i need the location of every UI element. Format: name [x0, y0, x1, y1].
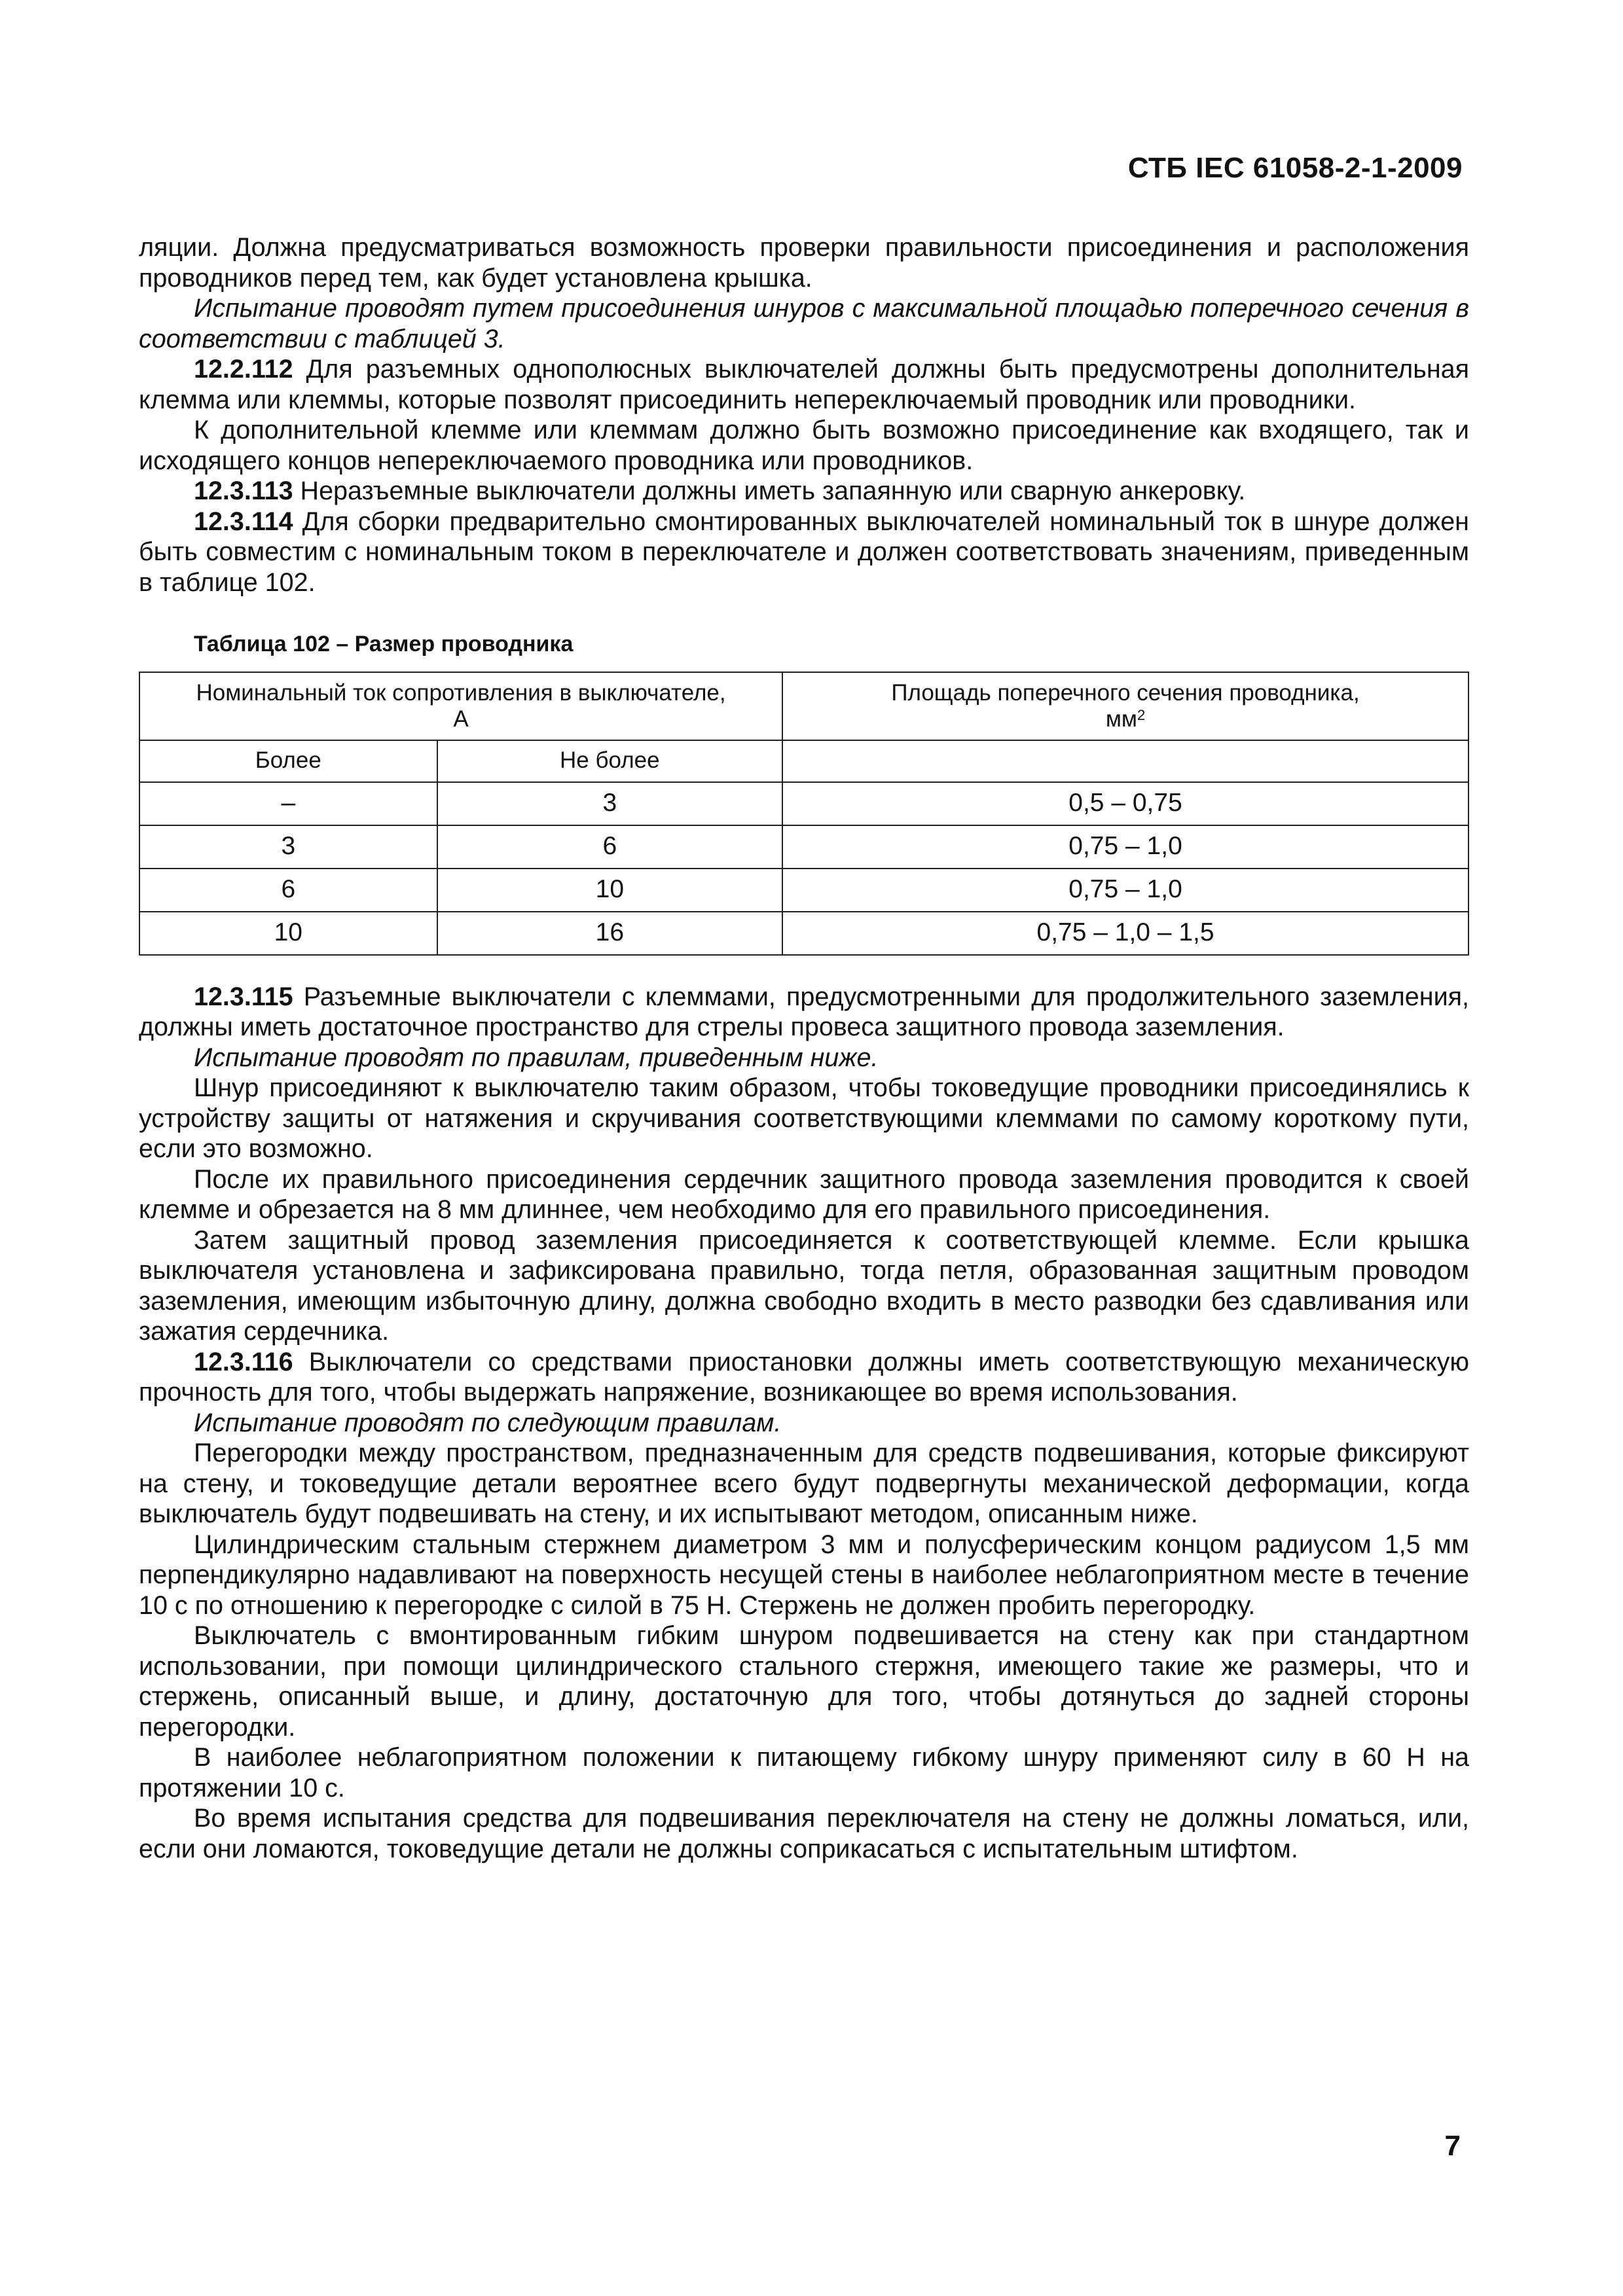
- clause-number: 12.3.115: [194, 982, 293, 1011]
- clause-number: 12.3.114: [194, 507, 293, 536]
- cell-more: 10: [139, 912, 437, 955]
- clause-number: 12.2.112: [194, 355, 293, 384]
- document-header-id: СТБ IEC 61058-2-1-2009: [1127, 152, 1463, 184]
- clause-number: 12.3.116: [194, 1347, 293, 1376]
- conductor-size-table: [139, 672, 1469, 956]
- table-row: [139, 782, 1468, 825]
- clause-text: Выключатели со средствами приостановки должны иметь соответствующую механическую прочность для того, чтобы выдержать напряжение, возникающее во время использования.: [139, 1347, 1469, 1407]
- cell-more: 3: [139, 825, 437, 869]
- table-row: [139, 912, 1468, 955]
- header-cross-section-label: Площадь поперечного сечения проводника,: [891, 679, 1360, 706]
- header-rated-current-label: Номинальный ток сопротивления в выключателе,: [196, 679, 726, 706]
- clause-12-3-113: [139, 476, 1469, 507]
- paragraph: Перегородки между пространством, предназначенным для средств подвешивания, которые фиксируют на стену, и токоведущие детали вероятнее всего будут подвергнуты механической деформации, когда выключатель будут подвешивать на стену, и их испытывают методом, описанным ниже.: [139, 1439, 1469, 1528]
- header-rated-current: [139, 672, 782, 740]
- clause-12-2-112: [139, 354, 1469, 415]
- header-cross-section-unit: $мм^2$: [1105, 706, 1146, 732]
- test-paragraph: Испытание проводят путем присоединения шнуров с максимальной площадью поперечного сечения в соответствии с таблицей 3.: [139, 294, 1469, 353]
- subheader-not-more: Не более: [437, 740, 782, 782]
- header-cross-section: [782, 672, 1468, 740]
- clause-12-3-115: [139, 982, 1469, 1043]
- clause-text: Неразъемные выключатели должны иметь запаянную или сварную анкеровку.: [293, 476, 1246, 505]
- clause-text: Для сборки предварительно смонтированных выключателей номинальный ток в шнуре должен быть совместим с номинальным током в переключателе и должен соответствовать значениям, приведенным в таблице 102.: [139, 507, 1469, 597]
- table-row: [139, 869, 1468, 912]
- subheader-more: Более: [139, 740, 437, 782]
- paragraph: В наиболее неблагоприятном положении к питающему гибкому шнуру применяют силу в 60 Н на протяжении 10 с.: [139, 1743, 1469, 1803]
- paragraph: Цилиндрическим стальным стержнем диаметром 3 мм и полусферическим концом радиусом 1,5 мм перпендикулярно надавливают на поверхность несущей стены в наиболее неблагоприятном месте в течение 10 с по отношению к перегородке с силой в 75 Н. Стержень не должен пробить перегородку.: [139, 1530, 1469, 1620]
- cell-area: 0,75 – 1,0: [782, 869, 1468, 912]
- test-paragraph: Испытание проводят по правилам, приведенным ниже.: [194, 1043, 879, 1072]
- paragraph: К дополнительной клемме или клеммам должно быть возможно присоединение как входящего, так и исходящего концов непереключаемого проводника или проводников.: [139, 416, 1469, 475]
- clause-12-3-116: [139, 1347, 1469, 1408]
- cell-more: 6: [139, 869, 437, 912]
- paragraph-continuation: ляции. Должна предусматриваться возможность проверки правильности присоединения и расположения проводников перед тем, как будет установлена крышка.: [139, 233, 1469, 293]
- cell-not-more: 3: [437, 782, 782, 825]
- paragraph: Выключатель с вмонтированным гибким шнуром подвешивается на стену как при стандартном использовании, при помощи цилиндрического стального стержня, имеющего такие же размеры, что и стержень, описанный выше, и длину, достаточную для того, чтобы дотянуться до задней стороны перегородки.: [139, 1621, 1469, 1742]
- paragraph: После их правильного присоединения сердечник защитного провода заземления проводится к своей клемме и обрезается на 8 мм длиннее, чем необходимо для его правильного присоединения.: [139, 1164, 1469, 1224]
- clause-12-3-114: [139, 507, 1469, 598]
- cell-more: –: [139, 782, 437, 825]
- clause-text: Разъемные выключатели с клеммами, предусмотренными для продолжительного заземления, должны иметь достаточное пространство для стрелы провеса защитного провода заземления.: [139, 982, 1469, 1041]
- cell-area: 0,75 – 1,0 – 1,5: [782, 912, 1468, 955]
- paragraph: Затем защитный провод заземления присоединяется к соответствующей клемме. Если крышка выключателя установлена и зафиксирована правильно, тогда петля, образованная защитным проводом заземления, имеющим избыточную длину, должна свободно входить в место разводки без сдавливания или зажатия сердечника.: [139, 1225, 1469, 1346]
- cell-area: 0,5 – 0,75: [782, 782, 1468, 825]
- cell-not-more: 16: [437, 912, 782, 955]
- test-paragraph: Испытание проводят по следующим правилам.: [194, 1408, 782, 1437]
- cell-area: 0,75 – 1,0: [782, 825, 1468, 869]
- clause-number: 12.3.113: [194, 476, 293, 505]
- clause-text: Для разъемных однополюсных выключателей должны быть предусмотрены дополнительная клемма или клеммы, которые позволят присоединить непереключаемый проводник или проводники.: [139, 355, 1469, 414]
- paragraph: Во время испытания средства для подвешивания переключателя на стену не должны ломаться, или, если они ломаются, токоведущие детали не должны соприкасаться с испытательным штифтом.: [139, 1804, 1469, 1863]
- header-rated-current-unit: А: [453, 706, 469, 732]
- table-row: [139, 825, 1468, 869]
- cell-not-more: 10: [437, 869, 782, 912]
- paragraph: Шнур присоединяют к выключателю таким образом, чтобы токоведущие проводники присоединялись к устройству защиты от натяжения и скручивания соответствующими клеммами по самому короткому пути, если это возможно.: [139, 1073, 1469, 1163]
- subheader-empty: [782, 740, 1468, 782]
- cell-not-more: 6: [437, 825, 782, 869]
- document-body: [139, 232, 1469, 1864]
- page-number: 7: [1444, 2130, 1461, 2162]
- table-caption: Таблица 102 – Размер проводника: [194, 632, 574, 656]
